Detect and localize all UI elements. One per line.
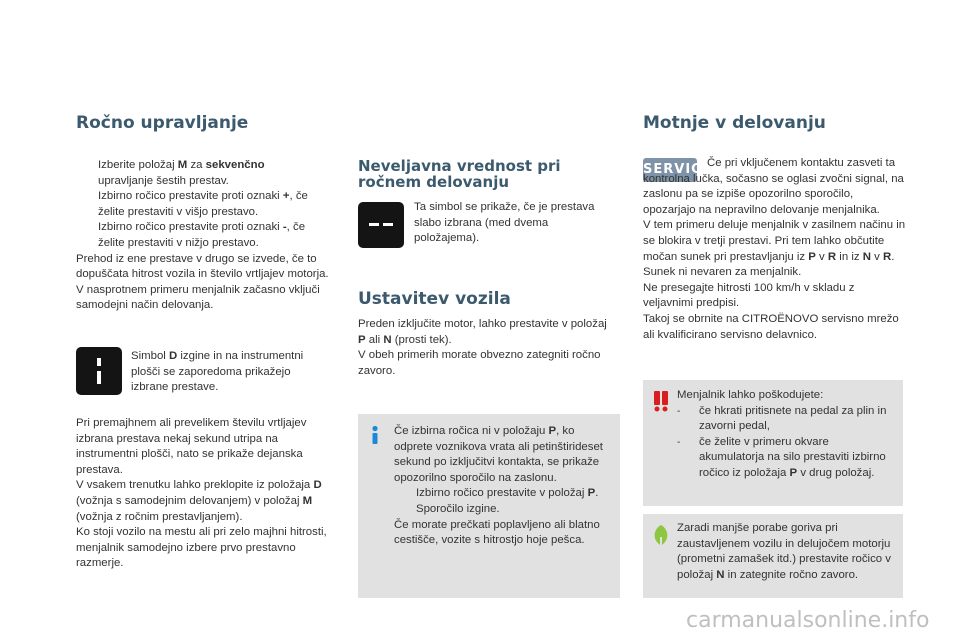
warning-icon: [651, 390, 671, 417]
invalid-description: Ta simbol se prikaže, če je prestava slabo izbrana (med dvema položajema).: [414, 201, 595, 245]
section-title-stop: Ustavitev vozila: [358, 289, 511, 309]
warning-text: Menjalnik lahko poškodujete: - če hkrati pritisnete na pedal za plin in zavorni pedal, - če želite v primeru okvare akumulatorja na silo prestaviti izbirno ročico iz položaja P v drug položaj.: [677, 388, 895, 482]
manual-paragraphs: Pri premajhnem ali prevelikem številu vrtljajev izbrana prestava nekaj sekund utripa na instrumentni plošči, nato se prikaže dejanska prestava. V vsakem trenutku lahko preklopite iz položaja D (vožnja s samodejnim delovanjem) v položaj M (vožnja z ročnim prestavljanjem). Ko stoji vozilo na mestu ali pri zelo majhni hitrosti, menjalnik samodejno izbere prvo prestavno razmerje.: [76, 417, 327, 570]
section-title-faults: Motnje v delovanju: [643, 113, 826, 133]
gear-indicator-icon: [76, 347, 122, 395]
list-item: - če hkrati pritisnete na pedal za plin in zavorni pedal,: [677, 404, 887, 433]
list-item: - če želite v primeru okvare akumulatorja na silo prestaviti izbirno ročico iz položaja P v drug položaj.: [677, 435, 886, 479]
manual-paragraph: Prehod iz ene prestave v drugo se izvede, če to dopuščata hitrost vozila in število vrtljajev motorja. V nasprotnem primeru menjalnik začasno vključi samodejni način delovanja.: [76, 252, 329, 312]
info-text: Če izbirna ročica ni v položaju P, ko odprete voznikova vrata ali petinštirideset sekund po izključitvi kontakta, se prikaže opozorilno sporočilo na zaslonu. Izbirno ročico prestavite v položaj P. Sporočilo izgine. Če morate prečkati poplavljeno ali blatno cestišče, vozite s hitrostjo hoje pešca.: [394, 424, 608, 549]
symbol-description: Simbol D izgine in na instrumentni plošči se zaporedoma prikažejo izbrane prestave.: [131, 350, 304, 394]
eco-text: Zaradi manjše porabe goriva pri zaustavljenem vozilu in delujočem motorju (prometni zamašek itd.) prestavite ročico v položaj N in zategnite ročno zavoro.: [677, 522, 891, 581]
eco-box: [643, 514, 903, 598]
invalid-gear-icon: [358, 202, 404, 248]
dash-marker: -: [677, 405, 681, 417]
dash-marker: -: [677, 436, 681, 448]
section-title-invalid: Neveljavna vrednost pri ročnem delovanju: [358, 157, 561, 191]
info-icon: [366, 425, 384, 450]
list-item: Izberite položaj M za sekvenčno upravljanje šestih prestav.: [98, 159, 265, 187]
manual-bullets: [76, 158, 332, 314]
service-warning-icon: SERVICE: [643, 158, 697, 182]
faults-paragraphs: Če pri vključenem kontaktu zasveti ta kontrolna lučka, sočasno se oglasi zvočni signal, na zaslonu pa se izpiše opozorilno sporočilo, opozarjajo na nepravilno delovanje menjalnika. V tem primeru deluje menjalnik v zasilnem načinu in se blokira v tretji prestavi. Pri tem lahko občutite močan sunek pri prestavljanju iz P v R in iz N v R. Sunek ni nevaren za menjalnik. Ne presegajte hitrosti 100 km/h v skladu z veljavnimi predpisi. Takoj se obrnite na CITROËNOVO servisno mrežo ali kvalificirano servisno delavnico.: [643, 157, 906, 341]
warning-box: [643, 380, 903, 506]
info-box: [358, 414, 620, 598]
stop-paragraph: Preden izključite motor, lahko prestavite v položaj P ali N (prosti tek). V obeh primerih morate obvezno zategniti ročno zavoro.: [358, 318, 607, 377]
section-title-manual: Ročno upravljanje: [76, 113, 249, 133]
leaf-icon: [651, 524, 671, 551]
list-item: Izbirno ročico prestavite proti oznaki +, če želite prestaviti v višjo prestavo.: [98, 190, 308, 218]
list-item: Izbirno ročico prestavite proti oznaki -, če želite prestaviti v nižjo prestavo.: [98, 221, 306, 249]
watermark: carmanualsonline.info: [686, 608, 930, 633]
list-item: Izbirno ročico prestavite v položaj P. Sporočilo izgine.: [416, 487, 599, 515]
